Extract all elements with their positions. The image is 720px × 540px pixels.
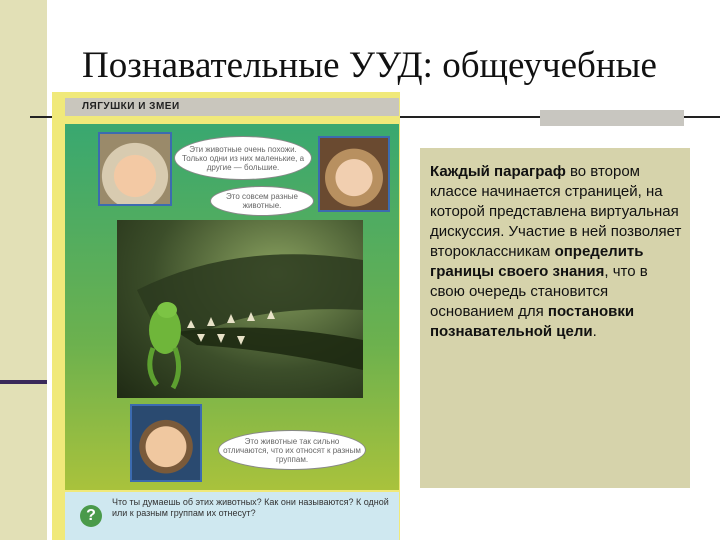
left-decor-line	[0, 380, 47, 384]
question-text: Что ты думаешь об этих животных? Как они называются? К одной или к разным группам их отнесут?	[112, 497, 389, 518]
girl-hat-photo	[98, 132, 172, 206]
description-plain-2: , что в свою очередь становится основанием для	[430, 263, 648, 320]
description-bold-3: постановки познавательной цели	[430, 303, 635, 340]
title-rule-accent	[540, 110, 684, 126]
textbook-page-header-text: ЛЯГУШКИ И ЗМЕИ	[82, 101, 180, 112]
slide-title: Познавательные УУД: общеучебные	[82, 45, 657, 86]
crocodile-frog-image	[117, 220, 363, 398]
description-plain-3: .	[592, 323, 597, 340]
description-text	[430, 162, 686, 342]
description-plain-1: во втором классе начинается страницей, на которой представлена виртуальная дискуссия. Участие в ней позволяет второклассникам	[430, 163, 682, 260]
question-mark-icon: ?	[80, 505, 102, 527]
speech-bubble-2: Это совсем разные животные.	[210, 186, 314, 216]
crocodile-frog-illustration	[117, 220, 363, 398]
girl-photo	[318, 136, 390, 212]
speech-bubble-3: Это животные так сильно отличаются, что их относят к разным группам.	[218, 430, 366, 470]
description-bold-2: определить границы своего знания	[430, 243, 644, 280]
speech-bubble-1: Эти животные очень похожи. Только одни из них маленькие, а другие — большие.	[174, 136, 312, 180]
left-decor-band	[0, 0, 47, 540]
boy-photo	[130, 404, 202, 482]
description-bold-1: Каждый параграф	[430, 163, 566, 180]
